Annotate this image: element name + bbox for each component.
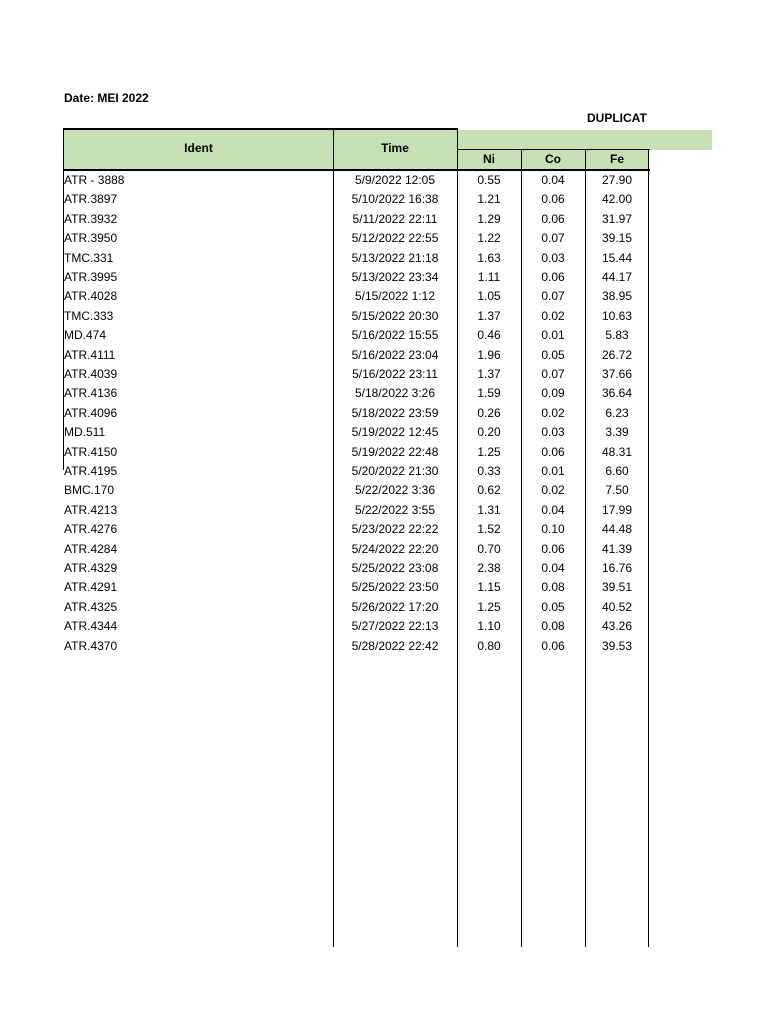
cell-fe: 48.31 bbox=[601, 444, 633, 459]
cell-time: 5/13/2022 23:34 bbox=[351, 270, 439, 284]
cell-co: 0.10 bbox=[541, 522, 565, 537]
cell-fe: 26.72 bbox=[601, 347, 633, 362]
cell-ni: 0.26 bbox=[477, 405, 501, 420]
cell-fe: 44.48 bbox=[601, 522, 633, 537]
cell-time: 5/12/2022 22:55 bbox=[351, 231, 439, 246]
cell-time: 5/25/2022 23:08 bbox=[351, 561, 439, 575]
cell-fe: 41.39 bbox=[601, 541, 633, 556]
cell-ni: 1.63 bbox=[477, 250, 501, 265]
column-header-fe: Fe bbox=[609, 152, 624, 166]
cell-ident: MD.474 bbox=[64, 328, 107, 343]
cell-ni: 1.11 bbox=[477, 270, 501, 284]
column-header-ident: Ident bbox=[184, 141, 213, 155]
cell-co: 0.07 bbox=[541, 367, 565, 381]
cell-time: 5/11/2022 22:11 bbox=[352, 211, 438, 226]
cell-time: 5/20/2022 21:30 bbox=[351, 464, 439, 478]
cell-co: 0.05 bbox=[541, 347, 565, 362]
cell-ident: ATR.4039 bbox=[64, 367, 118, 381]
cell-fe: 39.51 bbox=[601, 580, 633, 595]
border-top bbox=[63, 128, 458, 130]
cell-co: 0.05 bbox=[541, 599, 565, 614]
cell-time: 5/22/2022 3:55 bbox=[354, 502, 436, 517]
cell-ident: ATR.3932 bbox=[64, 211, 118, 226]
cell-ni: 1.37 bbox=[477, 367, 501, 381]
cell-fe: 39.53 bbox=[601, 638, 633, 653]
cell-time: 5/28/2022 22:42 bbox=[351, 638, 439, 653]
cell-ident: ATR.3897 bbox=[64, 192, 118, 207]
cell-ident: ATR - 3888 bbox=[64, 173, 125, 187]
cell-co: 0.04 bbox=[541, 561, 565, 575]
cell-time: 5/26/2022 17:20 bbox=[351, 599, 439, 614]
cell-co: 0.08 bbox=[541, 619, 565, 634]
cell-ni: 1.25 bbox=[477, 599, 501, 614]
cell-co: 0.04 bbox=[541, 502, 565, 517]
cell-fe: 39.15 bbox=[601, 231, 633, 246]
cell-time: 5/15/2022 1:12 bbox=[354, 289, 436, 304]
cell-ident: ATR.4284 bbox=[64, 541, 118, 556]
cell-fe: 17.99 bbox=[601, 502, 633, 517]
cell-co: 0.02 bbox=[541, 405, 565, 420]
cell-ni: 0.33 bbox=[477, 464, 501, 478]
cell-ident: ATR.4195 bbox=[64, 464, 118, 478]
cell-co: 0.06 bbox=[541, 444, 565, 459]
cell-co: 0.07 bbox=[541, 231, 565, 246]
cell-fe: 16.76 bbox=[601, 561, 633, 575]
column-header-ni: Ni bbox=[483, 152, 495, 166]
cell-co: 0.06 bbox=[541, 211, 565, 226]
cell-time: 5/10/2022 16:38 bbox=[351, 192, 439, 207]
cell-fe: 27.90 bbox=[601, 173, 633, 187]
cell-time: 5/19/2022 22:48 bbox=[351, 444, 439, 459]
cell-co: 0.06 bbox=[541, 270, 565, 284]
cell-co: 0.06 bbox=[541, 541, 565, 556]
cell-fe: 44.17 bbox=[601, 270, 633, 284]
cell-ident: TMC.333 bbox=[64, 308, 114, 323]
cell-ident: ATR.3995 bbox=[64, 270, 118, 284]
cell-time: 5/18/2022 23:59 bbox=[351, 405, 439, 420]
cell-ni: 1.29 bbox=[477, 211, 501, 226]
cell-ni: 1.96 bbox=[477, 347, 501, 362]
section-label-duplicat: DUPLICAT bbox=[587, 111, 647, 125]
cell-fe: 7.50 bbox=[605, 483, 629, 498]
cell-ni: 1.10 bbox=[477, 619, 501, 634]
cell-ni: 1.31 bbox=[477, 502, 501, 517]
cell-co: 0.02 bbox=[541, 483, 565, 498]
cell-ni: 0.62 bbox=[477, 483, 501, 498]
cell-ni: 1.22 bbox=[477, 231, 501, 246]
cell-ident: ATR.4276 bbox=[64, 522, 118, 537]
cell-time: 5/16/2022 15:55 bbox=[351, 328, 439, 343]
cell-fe: 3.39 bbox=[605, 425, 629, 440]
cell-ni: 1.05 bbox=[477, 289, 501, 304]
cell-ni: 0.20 bbox=[477, 425, 501, 440]
cell-ident: ATR.4325 bbox=[64, 599, 118, 614]
cell-co: 0.06 bbox=[541, 192, 565, 207]
cell-time: 5/22/2022 3:36 bbox=[354, 483, 436, 498]
cell-fe: 15.44 bbox=[601, 250, 633, 265]
cell-time: 5/23/2022 22:22 bbox=[351, 522, 439, 537]
cell-time: 5/13/2022 21:18 bbox=[351, 250, 439, 265]
cell-time: 5/19/2022 12:45 bbox=[351, 425, 439, 440]
cell-co: 0.09 bbox=[541, 386, 565, 401]
cell-ident: ATR.4096 bbox=[64, 405, 118, 420]
column-header-co: Co bbox=[545, 152, 561, 166]
cell-fe: 36.64 bbox=[601, 386, 633, 401]
cell-time: 5/18/2022 3:26 bbox=[354, 386, 436, 401]
cell-ni: 1.37 bbox=[477, 308, 501, 323]
cell-fe: 43.26 bbox=[601, 619, 633, 634]
cell-ident: ATR.4136 bbox=[64, 386, 118, 401]
cell-fe: 42.00 bbox=[601, 192, 633, 207]
cell-ni: 1.15 bbox=[477, 580, 501, 595]
cell-ident: ATR.4213 bbox=[64, 502, 118, 517]
cell-fe: 10.63 bbox=[601, 308, 633, 323]
cell-time: 5/16/2022 23:04 bbox=[351, 347, 439, 362]
cell-co: 0.04 bbox=[541, 173, 565, 187]
cell-co: 0.08 bbox=[541, 580, 565, 595]
cell-ident: ATR.4028 bbox=[64, 289, 118, 304]
cell-time: 5/24/2022 22:20 bbox=[351, 541, 439, 556]
cell-time: 5/25/2022 23:50 bbox=[351, 580, 439, 595]
cell-fe: 6.23 bbox=[605, 405, 629, 420]
cell-ni: 0.80 bbox=[477, 638, 501, 653]
cell-ident: ATR.4111 bbox=[64, 347, 116, 362]
cell-ni: 0.70 bbox=[477, 541, 501, 556]
cell-time: 5/15/2022 20:30 bbox=[351, 308, 439, 323]
cell-time: 5/9/2022 12:05 bbox=[354, 173, 436, 187]
cell-co: 0.02 bbox=[541, 308, 565, 323]
cell-ident: ATR.4291 bbox=[64, 580, 118, 595]
cell-fe: 5.83 bbox=[605, 328, 629, 343]
border-header-bottom bbox=[63, 169, 650, 171]
cell-ni: 1.52 bbox=[477, 522, 501, 537]
cell-ident: ATR.4329 bbox=[64, 561, 118, 575]
cell-ident: ATR.4150 bbox=[64, 444, 118, 459]
cell-ni: 0.55 bbox=[477, 173, 501, 187]
cell-ident: TMC.331 bbox=[64, 250, 114, 265]
cell-fe: 6.60 bbox=[605, 464, 629, 478]
cell-ni: 1.21 bbox=[477, 192, 501, 207]
header-cell-group bbox=[457, 130, 712, 150]
cell-fe: 38.95 bbox=[601, 289, 633, 304]
cell-co: 0.07 bbox=[541, 289, 565, 304]
cell-time: 5/16/2022 23:11 bbox=[352, 367, 438, 381]
cell-co: 0.03 bbox=[541, 250, 565, 265]
cell-fe: 40.52 bbox=[601, 599, 633, 614]
cell-ni: 0.46 bbox=[477, 328, 501, 343]
report-date: Date: MEI 2022 bbox=[64, 91, 149, 105]
cell-fe: 31.97 bbox=[601, 211, 633, 226]
cell-ident: MD.511 bbox=[64, 425, 106, 440]
column-header-time: Time bbox=[381, 141, 409, 155]
cell-fe: 37.66 bbox=[601, 367, 633, 381]
cell-ident: ATR.4344 bbox=[64, 619, 118, 634]
cell-co: 0.01 bbox=[541, 328, 565, 343]
cell-ident: BMC.170 bbox=[64, 483, 115, 498]
cell-co: 0.03 bbox=[541, 425, 565, 440]
cell-ni: 1.25 bbox=[477, 444, 501, 459]
cell-co: 0.01 bbox=[541, 464, 565, 478]
cell-ident: ATR.3950 bbox=[64, 231, 118, 246]
border-subheader bbox=[457, 149, 650, 150]
cell-co: 0.06 bbox=[541, 638, 565, 653]
cell-ni: 2.38 bbox=[477, 561, 501, 575]
cell-time: 5/27/2022 22:13 bbox=[351, 619, 439, 634]
cell-ni: 1.59 bbox=[477, 386, 501, 401]
cell-ident: ATR.4370 bbox=[64, 638, 118, 653]
